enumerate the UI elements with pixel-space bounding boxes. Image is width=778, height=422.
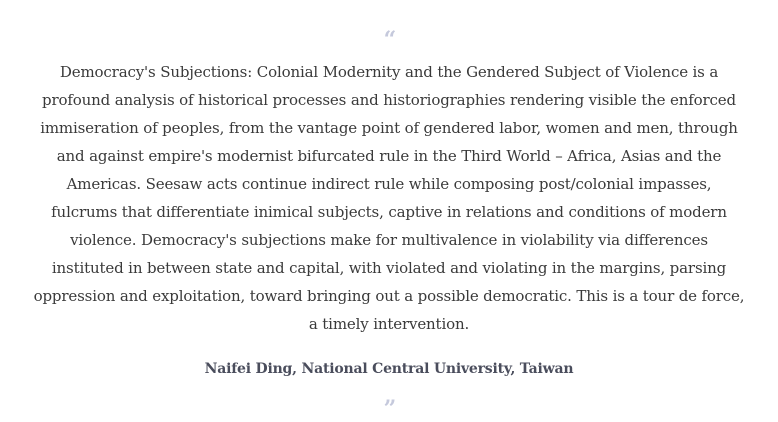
open-quote-icon: “ bbox=[383, 27, 395, 53]
quote-line: Democracy's Subjections: Colonial Modernity and the Gendered Subject of Violence is a bbox=[59, 63, 719, 81]
quote-line: instituted in between state and capital, with violated and violating in the margins, parsing bbox=[51, 259, 727, 277]
quote-line: violence. Democracy's subjections make for multivalence in violability via differences bbox=[70, 231, 708, 249]
testimonial-attribution: Naifei Ding, National Central University, Taiwan bbox=[204, 361, 574, 377]
testimonial-quote bbox=[30, 58, 748, 338]
quote-line: immiseration of peoples, from the vantage point of gendered labor, women and men, through bbox=[40, 119, 738, 137]
quote-line: profound analysis of historical processes and historiographies rendering visible the enforced bbox=[42, 91, 736, 109]
quote-line: oppression and exploitation, toward bringing out a possible democratic. This is a tour de force, bbox=[33, 287, 745, 305]
close-quote-icon: ” bbox=[383, 396, 395, 422]
quote-line: Americas. Seesaw acts continue indirect rule while composing post/colonial impasses, bbox=[66, 175, 712, 193]
quote-line: a timely intervention. bbox=[308, 315, 470, 333]
quote-line: fulcrums that differentiate inimical subjects, captive in relations and conditions of modern bbox=[51, 203, 727, 221]
quote-line: and against empire's modernist bifurcated rule in the Third World – Africa, Asias and the bbox=[56, 147, 722, 165]
